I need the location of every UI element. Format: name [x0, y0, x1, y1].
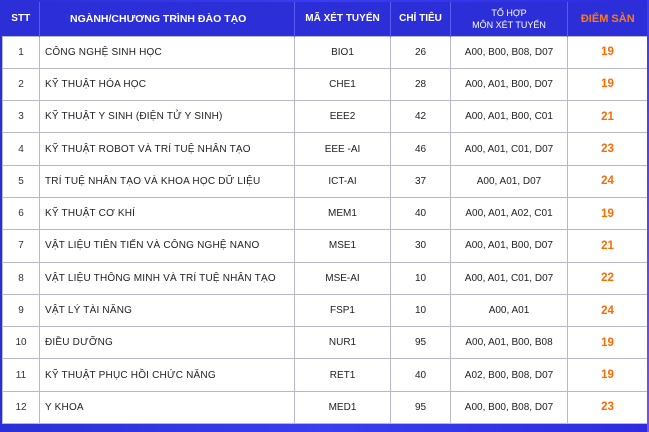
row-stt: 2 — [3, 68, 40, 100]
row-combo: A00, A01, B00, B08 — [451, 327, 568, 359]
row-combo: A00, A01, A02, C01 — [451, 197, 568, 229]
row-quota: 95 — [391, 391, 451, 423]
row-code: EEE -AI — [295, 133, 391, 165]
table-row — [3, 133, 648, 165]
row-program-name: KỸ THUẬT ROBOT VÀ TRÍ TUỆ NHÂN TẠO — [40, 133, 295, 165]
row-code: MSE1 — [295, 230, 391, 262]
row-stt: 7 — [3, 230, 40, 262]
row-combo: A02, B00, B08, D07 — [451, 359, 568, 391]
row-program-name: KỸ THUẬT CƠ KHÍ — [40, 197, 295, 229]
table-body — [3, 36, 648, 424]
row-code: ICT-AI — [295, 165, 391, 197]
row-stt: 9 — [3, 294, 40, 326]
row-quota: 42 — [391, 101, 451, 133]
row-code: EEE2 — [295, 101, 391, 133]
row-code: FSP1 — [295, 294, 391, 326]
row-program-name: TRÍ TUỆ NHÂN TẠO VÀ KHOA HỌC DỮ LIỆU — [40, 165, 295, 197]
table-row — [3, 230, 648, 262]
row-code: BIO1 — [295, 36, 391, 68]
row-score: 23 — [568, 391, 648, 423]
row-stt: 12 — [3, 391, 40, 423]
row-code: MEM1 — [295, 197, 391, 229]
row-stt: 5 — [3, 165, 40, 197]
table-row — [3, 197, 648, 229]
row-stt: 1 — [3, 36, 40, 68]
row-quota: 95 — [391, 327, 451, 359]
row-stt: 6 — [3, 197, 40, 229]
row-stt: 11 — [3, 359, 40, 391]
row-program-name: Y KHOA — [40, 391, 295, 423]
admission-table — [2, 2, 648, 424]
row-stt: 4 — [3, 133, 40, 165]
header-stt: STT — [3, 2, 40, 36]
row-score: 23 — [568, 133, 648, 165]
row-combo: A00, A01, D07 — [451, 165, 568, 197]
row-quota: 46 — [391, 133, 451, 165]
header-combo-sub: MÔN XÉT TUYỂN — [472, 19, 546, 30]
row-combo: A00, A01, B00, D07 — [451, 68, 568, 100]
table-row — [3, 262, 648, 294]
table-row — [3, 36, 648, 68]
row-stt: 10 — [3, 327, 40, 359]
header-code: MÃ XÉT TUYỂN — [295, 2, 391, 36]
row-score: 19 — [568, 68, 648, 100]
header-score: ĐIỂM SÀN — [568, 2, 648, 36]
row-quota: 40 — [391, 359, 451, 391]
row-code: CHE1 — [295, 68, 391, 100]
table-row — [3, 101, 648, 133]
row-combo: A00, A01, B00, C01 — [451, 101, 568, 133]
header-combo — [451, 2, 568, 36]
row-combo: A00, B00, B08, D07 — [451, 36, 568, 68]
row-code: MSE-AI — [295, 262, 391, 294]
row-program-name: ĐIỀU DƯỠNG — [40, 327, 295, 359]
row-combo: A00, B00, B08, D07 — [451, 391, 568, 423]
table-row — [3, 294, 648, 326]
row-quota: 10 — [391, 262, 451, 294]
row-combo: A00, A01 — [451, 294, 568, 326]
row-quota: 30 — [391, 230, 451, 262]
row-combo: A00, A01, C01, D07 — [451, 133, 568, 165]
row-stt: 3 — [3, 101, 40, 133]
table-row — [3, 68, 648, 100]
row-score: 22 — [568, 262, 648, 294]
header-program: NGÀNH/CHƯƠNG TRÌNH ĐÀO TẠO — [40, 2, 295, 36]
row-quota: 40 — [391, 197, 451, 229]
table-row — [3, 165, 648, 197]
row-quota: 26 — [391, 36, 451, 68]
row-score: 19 — [568, 36, 648, 68]
table-row — [3, 391, 648, 423]
row-combo: A00, A01, C01, D07 — [451, 262, 568, 294]
row-program-name: VẬT LIỆU TIÊN TIẾN VÀ CÔNG NGHỆ NANO — [40, 230, 295, 262]
row-score: 19 — [568, 327, 648, 359]
row-score: 19 — [568, 359, 648, 391]
row-score: 21 — [568, 230, 648, 262]
row-program-name: VẬT LIỆU THÔNG MINH VÀ TRÍ TUỆ NHÂN TẠO — [40, 262, 295, 294]
row-code: RET1 — [295, 359, 391, 391]
row-program-name: KỸ THUẬT Y SINH (ĐIỆN TỬ Y SINH) — [40, 101, 295, 133]
row-program-name: KỸ THUẬT HÓA HỌC — [40, 68, 295, 100]
row-combo: A00, A01, B00, D07 — [451, 230, 568, 262]
row-score: 24 — [568, 294, 648, 326]
row-quota: 28 — [391, 68, 451, 100]
row-score: 19 — [568, 197, 648, 229]
header-combo-top: TỔ HỢP — [491, 7, 527, 18]
row-code: MED1 — [295, 391, 391, 423]
row-score: 24 — [568, 165, 648, 197]
row-stt: 8 — [3, 262, 40, 294]
table-row — [3, 359, 648, 391]
header-quota: CHỈ TIÊU — [391, 2, 451, 36]
row-score: 21 — [568, 101, 648, 133]
table-header-row — [3, 2, 648, 36]
row-quota: 37 — [391, 165, 451, 197]
row-program-name: VẬT LÝ TÀI NĂNG — [40, 294, 295, 326]
table-row — [3, 327, 648, 359]
row-code: NUR1 — [295, 327, 391, 359]
row-program-name: KỸ THUẬT PHỤC HỒI CHỨC NĂNG — [40, 359, 295, 391]
row-quota: 10 — [391, 294, 451, 326]
row-program-name: CÔNG NGHỆ SINH HỌC — [40, 36, 295, 68]
